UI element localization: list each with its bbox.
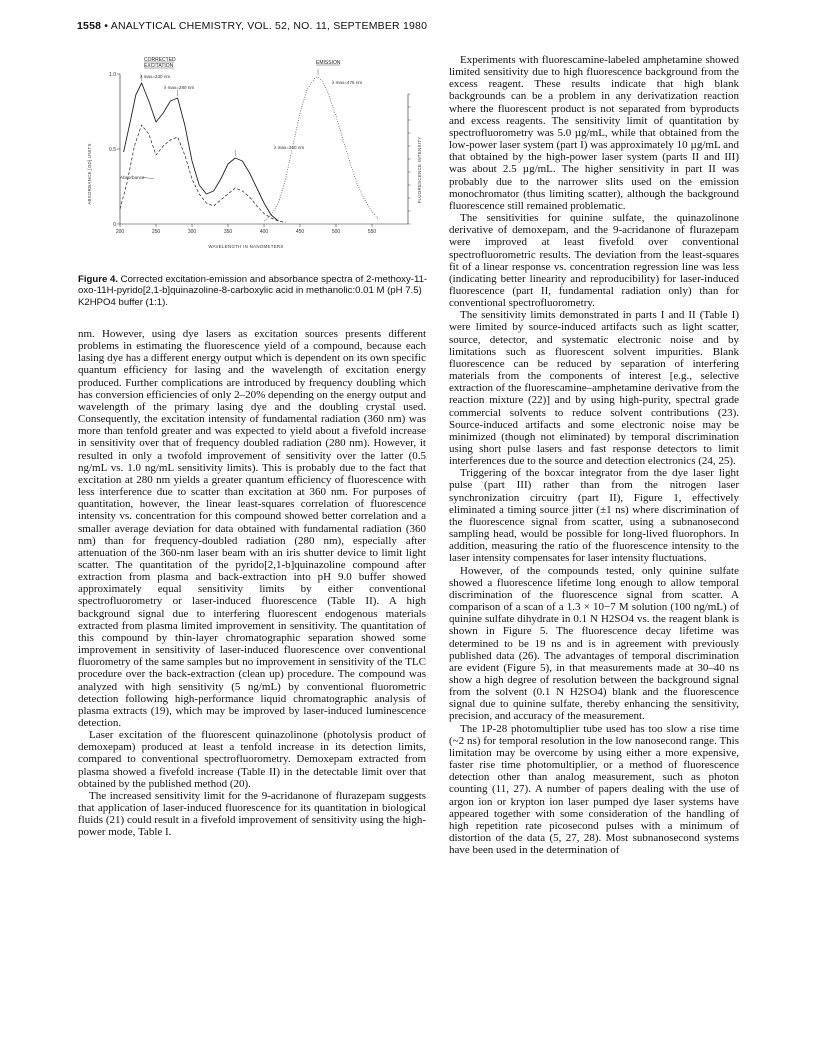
x-tick-label: 350: [223, 229, 233, 235]
series-line-absorbance: [120, 125, 286, 223]
right-column: [449, 54, 739, 856]
series-line-corrected-excitation: [124, 83, 279, 221]
x-tick-label: 550: [367, 229, 377, 235]
ylabel-right: FLUORESCENCE INTENSITY: [417, 136, 422, 204]
ann-lambda-475: λ max=475 nm: [332, 80, 363, 85]
label-emission: EMISSION: [316, 60, 341, 66]
left-paragraph-1: nm. However, using dye lasers as excitation sources presents different problems in estimating the fluorescence yield of a compound, because each lasing dye has a different energy output which is dependent on its own specific quantum efficiency for lasing and the wavelength of excitation energy produced. Further complications are introduced by frequency doubling which has conversion efficiencies of only 2–20% depending on the energy output and wavelength of the primary lasing dye and the doubling crystal used. Consequently, the excitation intensity of fundamental radiation (360 nm) was more than tenfold greater and was expected to yield about a fivefold increase in sensitivity over that of frequency doubled radiation (280 nm). However, it resulted in only a twofold improvement of sensitivity over the latter (0.5 ng/mL vs. 1.0 ng/mL sensitivity limits). This is probably due to the fact that excitation at 280 nm yields a greater quantum efficiency of fluorescence with less interference due to scatter than excitation at 360 nm. For purposes of quantitation, however, the linear least-squares correlation of fluorescence intensity vs. concentration for this compound showed better correlation and a smaller average deviation for data obtained with fundamental radiation (360 nm) than for frequency-doubled radiation (280 nm), especially after attenuation of the 360-nm laser beam with an iris shutter device to limit light scatter. The quantitation of the pyrido[2,1-b]quinazoline compound after extraction from plasma and back-extraction into pH 9.0 buffer showed approximately equal sensitivity limits by either conventional spectrofluorometry or laser-induced fluorescence (Table II). A high background signal due to interfering fluorescent endogenous materials extracted from plasma limited improvement in sensitivity. The quantitation of this compound by thin-layer chromatographic separation showed some improvement in sensitivity of laser-induced fluorescence over conventional fluorometry of the same samples but no improvement in sensitivity of the TLC procedure over the back-extraction (clean up) procedure. The compound was analyzed with high sensitivity (5 ng/mL) by conventional fluorometric detection following high-performance liquid chromatographic analysis of plasma extracts (19), which may be improved by laser-induced luminescence detection.: [78, 328, 426, 729]
x-tick-label: 300: [187, 229, 197, 235]
label-excitation-line2: EXCITATION: [144, 63, 174, 69]
y-tick-label: 0.5: [109, 146, 116, 153]
right-paragraph-1: Experiments with fluorescamine-labeled amphetamine showed limited sensitivity due to high fluorescence background from the excess reagent. These results indicate that high blank backgrounds can be a problem in any derivatization reaction where the fluorescent product is not separated from byproducts and excess reagents. The sensitivity limit of quantitation by spectrofluorometry was 5.0 µg/mL, while that obtained from the low-power laser system (part I) was approximately 10 µg/mL and that obtained by the high-power laser system (parts II and III) was about 2.5 µg/mL. The higher sensitivity in part II was probably due to the narrower slits used on the emission monochromator (thus limiting scatter), although the background fluorescence still remained problematic.: [449, 54, 739, 212]
label-excitation-line1: CORRECTED: [144, 57, 176, 63]
right-paragraph-5: However, of the compounds tested, only quinine sulfate showed a fluorescence lifetime long enough to allow temporal discrimination of the fluorescence signal from scatter. A comparison of a scan of a 1.3 × 10−7 M solution (100 ng/mL) of quinine sulfate dihydrate in 0.1 N H2SO4 vs. the reagent blank is shown in Figure 5. The fluorescence decay lifetime was determined to be 19 ns and is in agreement with previously published data (26). The advantages of temporal discrimination are evident (Figure 5), in that measurements made at 30–40 ns show a high degree of resolution between the background signal from the solvent (0.1 N H2SO4) blank and the fluorescence signal due to quinine sulfate, thereby enhancing the sensitivity, precision, and accuracy of the measurement.: [449, 564, 739, 723]
right-paragraph-6: The 1P-28 photomultiplier tube used has too slow a rise time (~2 ns) for temporal resolution in the low nanosecond range. This limitation may be overcome by using either a more expensive, faster rise time photomultiplier, or a method of fluorescence detection other than analog measurement, such as photon counting (11, 27). A number of papers dealing with the use of argon ion or krypton ion laser pumped dye laser systems have appeared together with some consideration of the handling of high repetition rate picosecond pulses with a minimum of distortion of the data (5, 27, 28). Most subnanosecond systems have been used in the determination of: [449, 722, 739, 857]
left-paragraph-3: The increased sensitivity limit for the 9-acridanone of flurazepam suggests that application of laser-induced fluorescence for its quantitation in biological fluids (21) could result in a fivefold improvement of sensitivity using the high-power mode, Table I.: [78, 789, 426, 839]
journal-citation: ANALYTICAL CHEMISTRY, VOL. 52, NO. 11, SEPTEMBER 1980: [110, 20, 428, 32]
ann-absorbance: Absorbance: [120, 175, 145, 180]
y-tick-label: 0: [113, 221, 116, 228]
ann-lambda-230: λ max=230 nm: [140, 74, 171, 79]
caption-text: Corrected excitation-emission and absorbance spectra of 2-methoxy-11-oxo-11H-pyrido[2,1-b]quinazoline-8-carboxylic acid in methanolic:0.01 M (pH 7.5) K2HPO4 buffer (1:1).: [78, 274, 428, 308]
header-bullet: •: [104, 20, 109, 32]
x-tick-label: 450: [295, 229, 305, 235]
figure-caption: [78, 274, 428, 308]
ann-lambda-280: λ max=280 nm: [164, 85, 195, 90]
caption-label: Figure 4.: [78, 274, 118, 285]
x-tick-label: 500: [331, 229, 341, 235]
page-number: 1558: [77, 20, 102, 32]
x-tick-label: 400: [259, 229, 269, 235]
xlabel: WAVELENGTH IN NANOMETERS: [208, 244, 284, 249]
ann-lambda-360: λ max=360 nm: [274, 145, 305, 150]
figure-4: [78, 52, 426, 267]
running-head: [77, 20, 427, 32]
right-paragraph-2: The sensitivities for quinine sulfate, the quinazolinone derivative of demoxepam, and the 9-acridanone of flurazepam were improved at least fivefold over conventional spectrofluorometric results. The deviation from the least-squares fit of a linear response vs. concentration regression line was less (indicating better linearity and reproducibility) for laser-induced fluorescence (part II, fundamental radiation only) than for conventional spectrofluorometry.: [449, 212, 739, 310]
left-paragraph-2: Laser excitation of the fluorescent quinazolinone (photolysis product of demoxepam) produced at least a tenfold increase in its detection limits, compared to conventional spectrofluorometry. Demoxepam extracted from plasma showed a fivefold increase (Table II) in the detectable limit over that obtained by the published method (20).: [78, 729, 426, 790]
x-tick-label: 250: [151, 229, 161, 235]
right-paragraph-4: Triggering of the boxcar integrator from the dye laser light pulse (part III) rather than from the nitrogen laser synchronization circuitry (part II), Figure 1, effectively eliminated a timing source jitter (±1 ns) where discrimination of the fluorescence signal from scatter, using a subnanosecond sampling head, would be possible for long-lived fluorophors. In addition, measuring the ratio of the fluorescence intensity to the laser intensity compensates for laser intensity fluctuations.: [449, 467, 739, 565]
x-tick-label: 200: [115, 229, 125, 235]
left-column: [78, 328, 426, 839]
ylabel-left: ABSORBANCE [OD] UNITS: [87, 143, 92, 205]
right-paragraph-3: The sensitivity limits demonstrated in parts I and II (Table I) were limited by source-induced artifacts such as light scatter, source, detector, and systematic electronic noise and by limitations such as fluorescent solvent impurities. Blank fluorescence can be reduced by separation of interfering materials from the components of interest [e.g., selective extraction of the fluorescamine–amphetamine derivative from the reaction mixture (22)] and by using high-purity, spectral grade commercial solvents to reduce solvent contributions (23). Source-induced artifacts and some electronic noise may be minimized (though not eliminated) by temporal discrimination using short pulse lasers and fast response detectors to limit interferences due to the source and detection electronics (24, 25).: [449, 309, 739, 468]
y-tick-label: 1.0: [109, 71, 116, 78]
spectra-chart: [78, 52, 426, 267]
